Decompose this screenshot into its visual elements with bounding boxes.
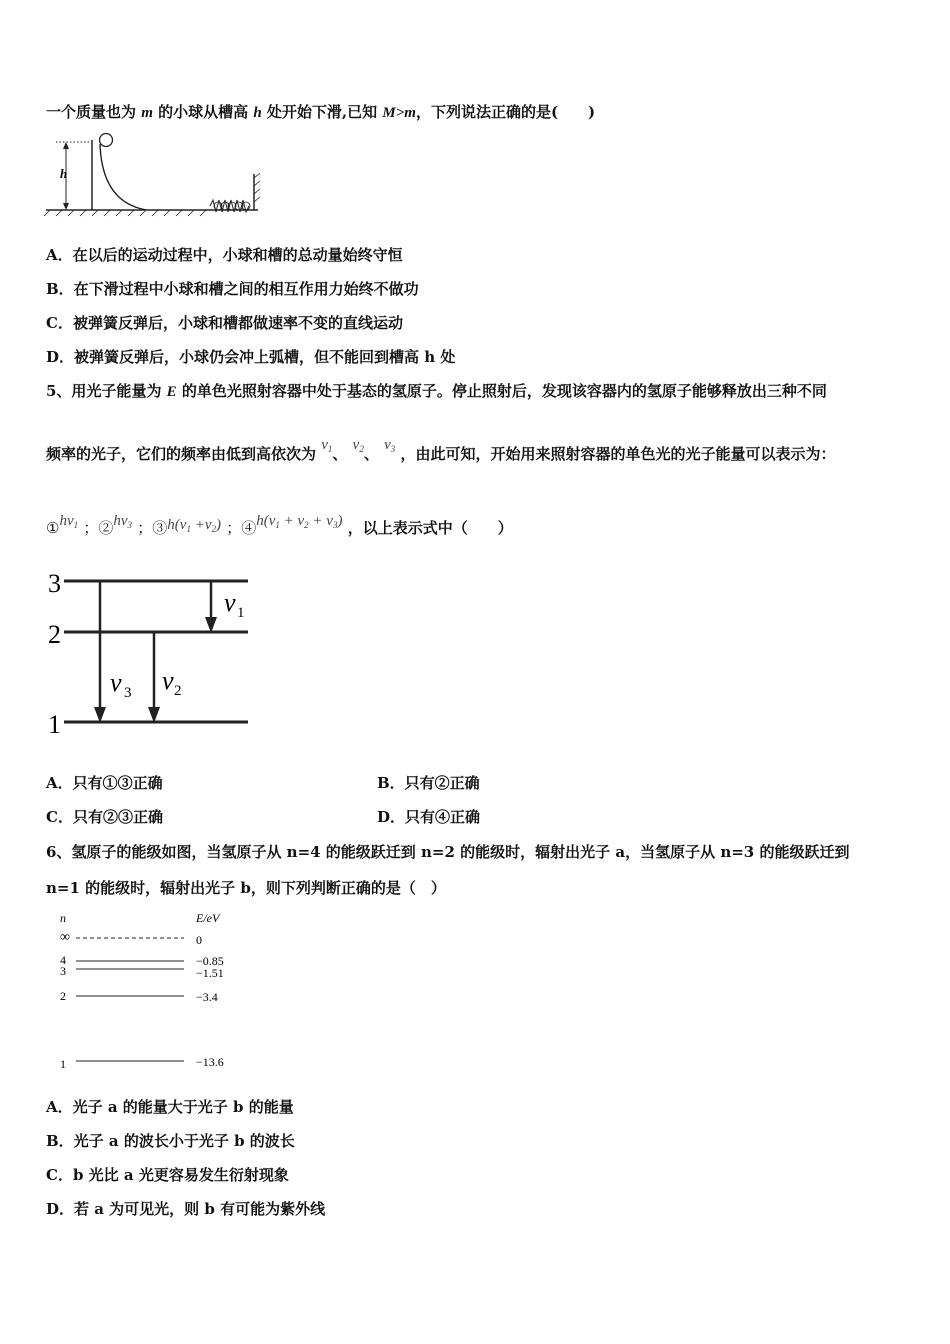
svg-text:2: 2: [60, 989, 66, 1003]
svg-text:3: 3: [60, 964, 66, 978]
q5-energy-level-diagram: [40, 565, 255, 735]
q6-option-b[interactable]: B．光子 a 的波长小于光子 b 的波长: [46, 1132, 295, 1150]
q5-option-a[interactable]: A．只有①③正确: [46, 774, 163, 792]
svg-text:n: n: [60, 911, 66, 925]
q5-option-c[interactable]: C．只有②③正确: [46, 808, 163, 826]
q5-stem-line2: 频率的光子，它们的频率由低到高依次为 $\nu_1$、 $\nu_2$、 $\nu_3$ ，由此可知，开始用来照射容器的单色光的光子能量可以表示为：: [46, 437, 836, 463]
svg-text:4: 4: [60, 953, 66, 967]
q4-stem: 一个质量也为 m 的小球从槽高 h 处开始下滑,已知 M>m，下列说法正确的是( ): [46, 103, 596, 121]
q6-stem-line1: 6、氢原子的能级如图，当氢原子从 n=4 的能级跃迁到 n=2 的能级时，辐射出光子 a，当氢原子从 n=3 的能级跃迁到: [46, 843, 850, 861]
q5-option-b[interactable]: B．只有②正确: [377, 774, 480, 792]
q6-option-c[interactable]: C．b 光比 a 光更容易发生衍射现象: [46, 1166, 289, 1184]
svg-text:2: 2: [174, 683, 182, 699]
svg-text:ν: ν: [110, 668, 122, 697]
q5-option-d[interactable]: D．只有④正确: [377, 808, 481, 826]
svg-text:ν: ν: [162, 666, 174, 695]
svg-text:1: 1: [60, 1057, 66, 1071]
svg-text:−1.51: −1.51: [196, 966, 224, 980]
q6-option-a[interactable]: A．光子 a 的能量大于光子 b 的能量: [46, 1098, 294, 1116]
svg-text:0: 0: [196, 933, 202, 947]
q6-energy-level-diagram: [50, 908, 250, 1078]
level-1-label: 1: [48, 710, 61, 735]
svg-text:1: 1: [237, 605, 245, 621]
q6-stem-line2: n=1 的能级时，辐射出光子 b，则下列判断正确的是（ ）: [46, 879, 446, 897]
q4-option-d[interactable]: D．被弹簧反弹后，小球仍会冲上弧槽，但不能回到槽高 h 处: [46, 348, 456, 366]
q5-expressions: $①h\nu_1$ ；$②h\nu_3$ ；$③h(\nu_1 +\nu_2)$ ；$④h(\nu_1 + \nu_2 + \nu_3)$ ，以上表示式中（ ）: [46, 513, 513, 537]
h-label: h: [60, 166, 68, 181]
svg-text:3: 3: [124, 685, 132, 701]
q4-option-c[interactable]: C．被弹簧反弹后，小球和槽都做速率不变的直线运动: [46, 314, 403, 332]
svg-text:−13.6: −13.6: [196, 1055, 224, 1069]
level-3-label: 3: [48, 569, 61, 598]
svg-text:−0.85: −0.85: [196, 954, 224, 968]
q4-slide-figure: [40, 128, 270, 220]
q4-option-a[interactable]: A．在以后的运动过程中，小球和槽的总动量始终守恒: [46, 246, 403, 264]
svg-text:E/eV: E/eV: [196, 911, 220, 925]
q5-stem-line1: 5、用光子能量为 E 的单色光照射容器中处于基态的氢原子。停止照射后，发现该容器内的氢原子能够释放出三种不同: [46, 382, 827, 400]
level-2-label: 2: [48, 620, 61, 649]
svg-text:−3.4: −3.4: [196, 990, 218, 1004]
svg-text:ν: ν: [224, 588, 236, 617]
ball-icon: [100, 134, 113, 147]
q6-option-d[interactable]: D．若 a 为可见光，则 b 有可能为紫外线: [46, 1200, 326, 1218]
svg-text:∞: ∞: [60, 930, 70, 945]
q4-option-b[interactable]: B．在下滑过程中小球和槽之间的相互作用力始终不做功: [46, 280, 419, 298]
